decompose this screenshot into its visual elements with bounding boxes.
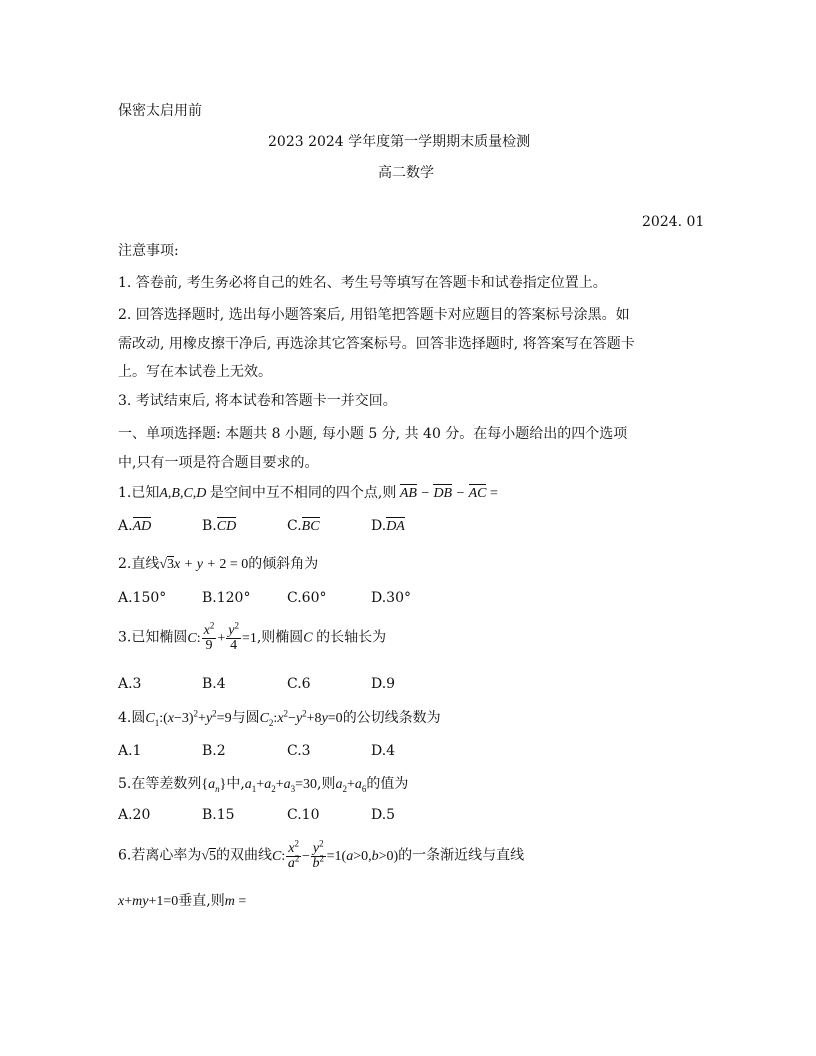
q4-option-a[interactable]: A.1 <box>118 743 142 759</box>
note-line: 2. 回答选择题时, 选出每小题答案后, 用铅笔把答题卡对应题目的答案标号涂黑。如 <box>118 307 630 323</box>
question-6: 6.若离心率为√5的双曲线C: $\frac{x^2}{a^2}$ − $\frac{y^2}{b^2}$ =1(a>0,b>0)的一条渐近线与直线 <box>118 838 525 871</box>
q2-option-d[interactable]: D.30° <box>371 590 411 606</box>
q4-option-d[interactable]: D.4 <box>371 743 396 759</box>
q6-hyperbola-equation: C: $\frac{x^2}{a^2}$ − $\frac{y^2}{b^2}$ =1(a>0,b>0) <box>272 838 399 871</box>
q3-option-c[interactable]: C.6 <box>287 676 311 692</box>
q5-option-c[interactable]: C.10 <box>287 807 320 823</box>
q1-points: A,B,C,D <box>159 486 210 501</box>
notes-heading: 注意事项: <box>118 243 179 259</box>
q1-option-c[interactable]: C.BC <box>287 518 320 534</box>
q6-line-equation: x+my+1=0 <box>118 894 179 909</box>
exam-title: 2023 2024 学年度第一学期期末质量检测 <box>268 134 531 150</box>
q4-circle-c2: $C_2:x^2-y^2+8y=0$ <box>259 708 343 728</box>
q6-eccentricity: √5 <box>201 848 217 864</box>
q5-option-a[interactable]: A.20 <box>118 807 151 823</box>
q4-circle-c1: $C_1:(x-3)^2+y^2=9$ <box>145 708 232 728</box>
q5-option-d[interactable]: D.5 <box>371 807 396 823</box>
section-heading-cont: 中,只有一项是符合题目要求的。 <box>118 455 319 471</box>
q5-sequence: $\{a_n\}$ <box>201 777 227 794</box>
question-2: 2.直线√3x + y + 2 = 0的倾斜角为 <box>118 556 319 572</box>
question-1: 1.已知A,B,C,D 是空间中互不相同的四个点,则 AB − DB − AC = <box>118 485 498 501</box>
q4-option-c[interactable]: C.3 <box>287 743 311 759</box>
q4-option-b[interactable]: B.2 <box>202 743 226 759</box>
q5-target: $a_2+a_6$ <box>335 777 367 794</box>
q3-option-b[interactable]: B.4 <box>202 676 226 692</box>
question-3: 3.已知椭圆C: $\frac{x^2}{9}$ + $\frac{y^2}{4}$ =1,则椭圆C 的长轴长为 <box>118 620 387 653</box>
subject-title: 高二数学 <box>378 165 434 181</box>
question-6-cont: x+my+1=0垂直,则m = <box>118 893 247 909</box>
section-heading: 一、单项选择题: 本题共 8 小题, 每小题 5 分, 共 40 分。在每小题给出的四个选项 <box>118 426 628 442</box>
exam-date: 2024. 01 <box>642 214 705 230</box>
note-line: 3. 考试结束后, 将本试卷和答题卡一并交回。 <box>118 393 397 409</box>
q3-option-a[interactable]: A.3 <box>118 676 142 692</box>
q2-line-equation: √3x + y + 2 = 0 <box>159 557 249 572</box>
question-4: 4.圆$C_1:(x-3)^2+y^2=9$与圆$C_2:x^2-y^2+8y=0$的公切线条数为 <box>118 708 441 728</box>
q5-option-b[interactable]: B.15 <box>202 807 235 823</box>
note-line: 1. 答卷前, 考生务必将自己的姓名、考生号等填写在答题卡和试卷指定位置上。 <box>118 275 607 291</box>
q1-expression: AB − DB − AC = <box>399 486 498 501</box>
q5-condition: $a_1+a_2+a_3=30$ <box>244 777 317 794</box>
q2-option-b[interactable]: B.120° <box>202 590 251 606</box>
q2-option-a[interactable]: A.150° <box>118 590 167 606</box>
note-line: 上。写在本试卷上无效。 <box>118 364 272 380</box>
q1-option-d[interactable]: D.DA <box>371 518 405 534</box>
q3-ellipse-equation: C: $\frac{x^2}{9}$ + $\frac{y^2}{4}$ =1 <box>187 620 257 653</box>
question-5: 5.在等差数列$\{a_n\}$中$,a_1+a_2+a_3=30$,则$a_2+a_6$的值为 <box>118 776 409 794</box>
q1-option-a[interactable]: A.AD <box>118 518 152 534</box>
q3-option-d[interactable]: D.9 <box>371 676 396 692</box>
secret-label: 保密太启用前 <box>118 103 202 119</box>
note-line: 需改动, 用橡皮擦干净后, 再选涂其它答案标号。回答非选择题时, 将答案写在答题卡 <box>118 336 635 352</box>
q1-option-b[interactable]: B.CD <box>202 518 237 534</box>
q2-option-c[interactable]: C.60° <box>287 590 327 606</box>
